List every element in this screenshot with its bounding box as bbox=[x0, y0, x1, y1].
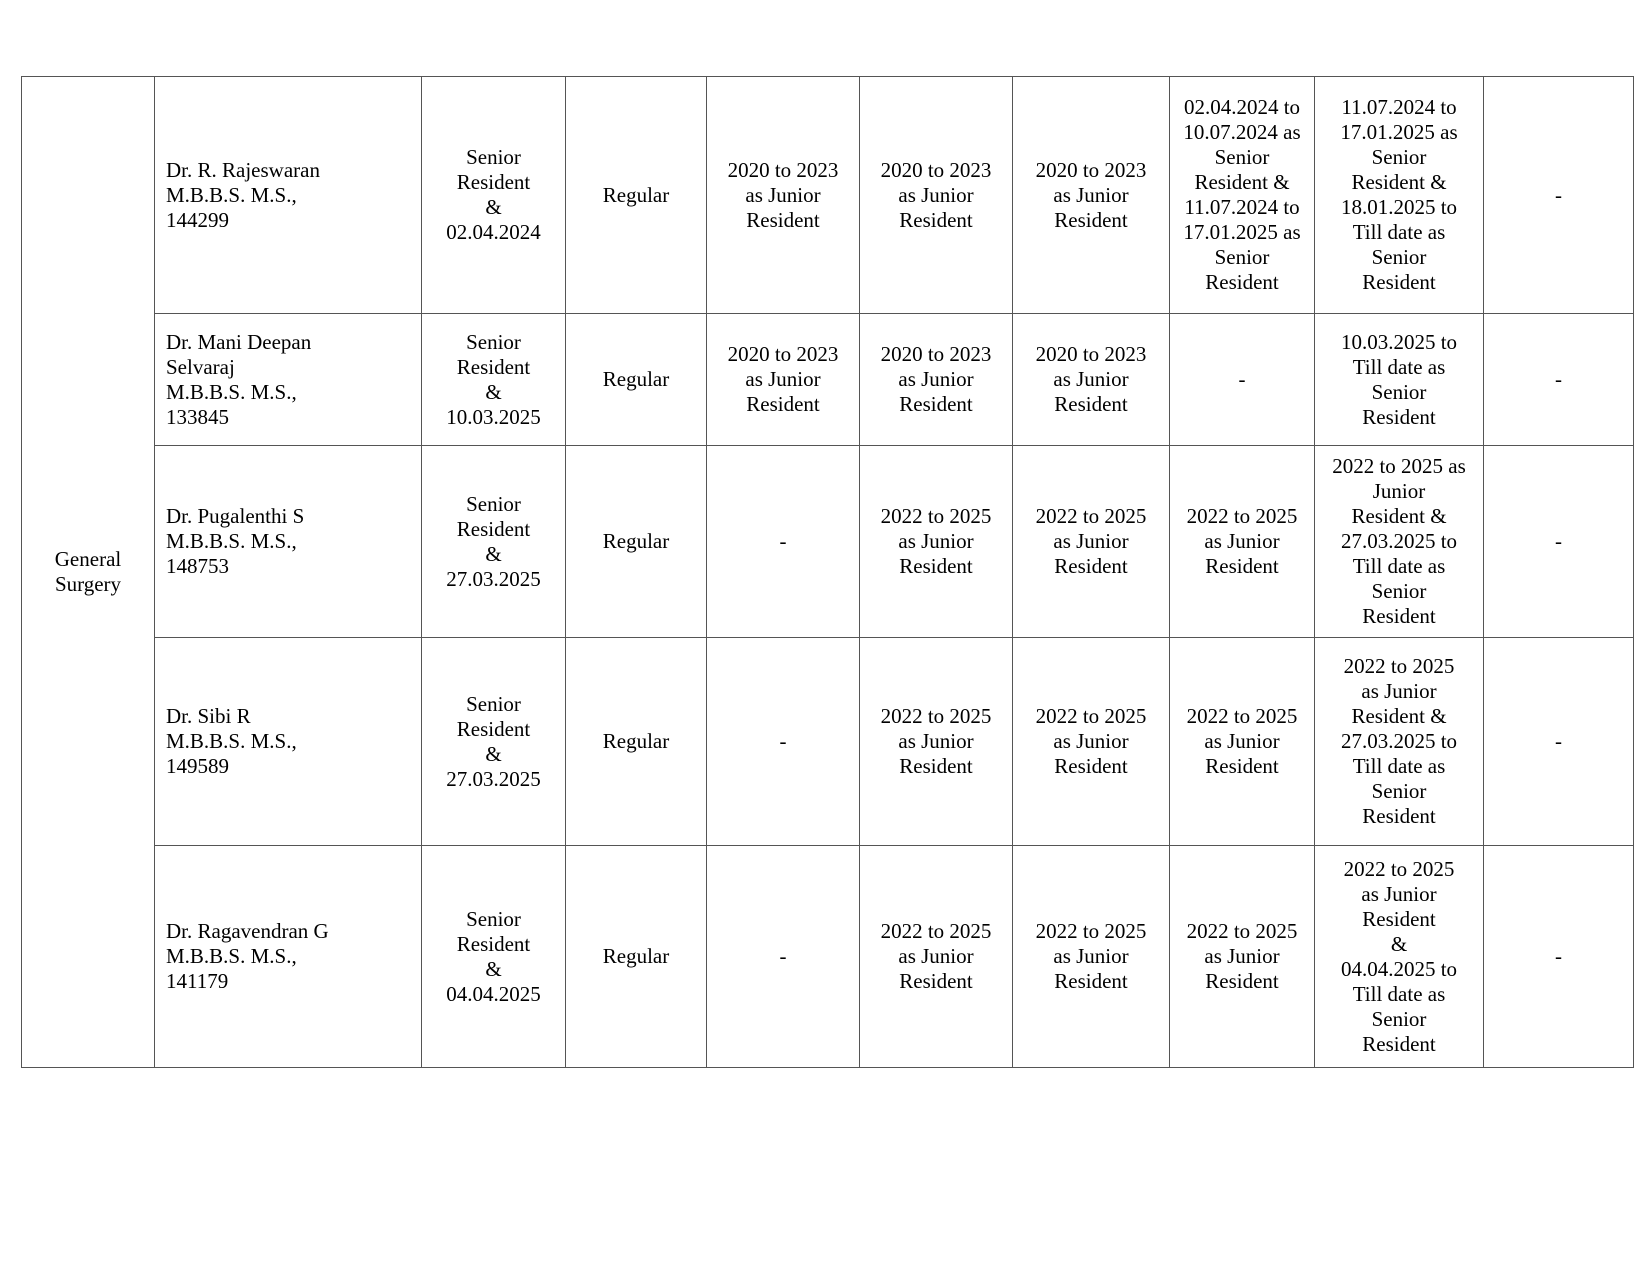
table-row bbox=[22, 846, 1634, 1068]
remarks-cell: - bbox=[1484, 846, 1634, 1068]
year-3-cell: 2020 to 2023 as Junior Resident bbox=[1013, 77, 1170, 314]
year-2-cell: 2020 to 2023 as Junior Resident bbox=[860, 77, 1013, 314]
designation-cell: Senior Resident & 27.03.2025 bbox=[422, 446, 566, 638]
remarks-cell: - bbox=[1484, 446, 1634, 638]
year-4-cell: 2022 to 2025 as Junior Resident bbox=[1170, 846, 1315, 1068]
remarks-cell: - bbox=[1484, 638, 1634, 846]
year-5-cell: 2022 to 2025 as Junior Resident & 27.03.2025 to Till date as Senior Resident bbox=[1315, 638, 1484, 846]
year-1-cell: - bbox=[707, 638, 860, 846]
appointment-cell: Regular bbox=[566, 314, 707, 446]
year-2-cell: 2022 to 2025 as Junior Resident bbox=[860, 846, 1013, 1068]
year-5-cell: 10.03.2025 to Till date as Senior Resident bbox=[1315, 314, 1484, 446]
name-cell: Dr. Ragavendran G M.B.B.S. M.S., 141179 bbox=[155, 846, 422, 1068]
year-5-cell: 2022 to 2025 as Junior Resident & 27.03.2025 to Till date as Senior Resident bbox=[1315, 446, 1484, 638]
name-cell: Dr. R. Rajeswaran M.B.B.S. M.S., 144299 bbox=[155, 77, 422, 314]
year-4-cell: 02.04.2024 to 10.07.2024 as Senior Resident & 11.07.2024 to 17.01.2025 as Senior Resident bbox=[1170, 77, 1315, 314]
year-2-cell: 2022 to 2025 as Junior Resident bbox=[860, 638, 1013, 846]
designation-cell: Senior Resident & 02.04.2024 bbox=[422, 77, 566, 314]
designation-cell: Senior Resident & 10.03.2025 bbox=[422, 314, 566, 446]
name-cell: Dr. Mani Deepan Selvaraj M.B.B.S. M.S., 133845 bbox=[155, 314, 422, 446]
year-3-cell: 2022 to 2025 as Junior Resident bbox=[1013, 446, 1170, 638]
department-cell: General Surgery bbox=[22, 77, 155, 1068]
year-4-cell: 2022 to 2025 as Junior Resident bbox=[1170, 446, 1315, 638]
year-1-cell: - bbox=[707, 446, 860, 638]
year-4-cell: - bbox=[1170, 314, 1315, 446]
table-row bbox=[22, 314, 1634, 446]
designation-cell: Senior Resident & 27.03.2025 bbox=[422, 638, 566, 846]
year-5-cell: 2022 to 2025 as Junior Resident & 04.04.2025 to Till date as Senior Resident bbox=[1315, 846, 1484, 1068]
remarks-cell: - bbox=[1484, 77, 1634, 314]
year-4-cell: 2022 to 2025 as Junior Resident bbox=[1170, 638, 1315, 846]
year-2-cell: 2022 to 2025 as Junior Resident bbox=[860, 446, 1013, 638]
appointment-cell: Regular bbox=[566, 846, 707, 1068]
year-1-cell: 2020 to 2023 as Junior Resident bbox=[707, 77, 860, 314]
appointment-cell: Regular bbox=[566, 77, 707, 314]
name-cell: Dr. Sibi R M.B.B.S. M.S., 149589 bbox=[155, 638, 422, 846]
name-cell: Dr. Pugalenthi S M.B.B.S. M.S., 148753 bbox=[155, 446, 422, 638]
year-3-cell: 2022 to 2025 as Junior Resident bbox=[1013, 638, 1170, 846]
appointment-cell: Regular bbox=[566, 638, 707, 846]
appointment-cell: Regular bbox=[566, 446, 707, 638]
remarks-cell: - bbox=[1484, 314, 1634, 446]
year-3-cell: 2022 to 2025 as Junior Resident bbox=[1013, 846, 1170, 1068]
year-3-cell: 2020 to 2023 as Junior Resident bbox=[1013, 314, 1170, 446]
year-1-cell: 2020 to 2023 as Junior Resident bbox=[707, 314, 860, 446]
table-row bbox=[22, 446, 1634, 638]
year-5-cell: 11.07.2024 to 17.01.2025 as Senior Resident & 18.01.2025 to Till date as Senior Resident bbox=[1315, 77, 1484, 314]
year-1-cell: - bbox=[707, 846, 860, 1068]
year-2-cell: 2020 to 2023 as Junior Resident bbox=[860, 314, 1013, 446]
table-row bbox=[22, 638, 1634, 846]
faculty-table bbox=[21, 76, 1634, 1068]
table-row bbox=[22, 77, 1634, 314]
designation-cell: Senior Resident & 04.04.2025 bbox=[422, 846, 566, 1068]
